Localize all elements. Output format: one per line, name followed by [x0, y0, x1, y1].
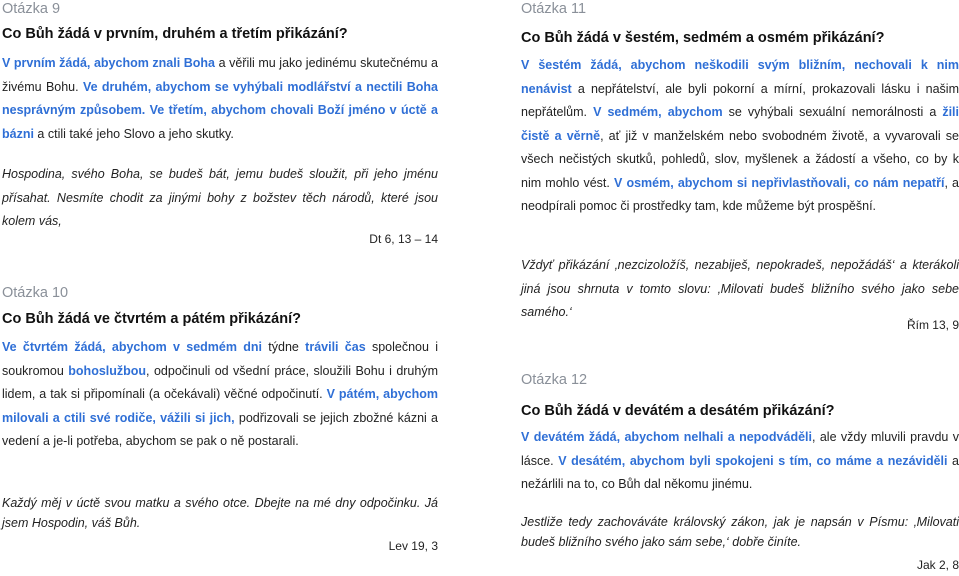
question-9	[2, 0, 438, 146]
answer-text	[521, 426, 959, 497]
answer-highlight: V osmém, abychom si nepřivlastňovali, co nám nepatří	[614, 175, 945, 190]
answer-highlight: žili čistě a věrně	[521, 105, 959, 143]
answer-plain: , ale vždy mluvili pravdu v lásce.	[521, 430, 959, 468]
scripture-quote: Vždyť přikázání ‚nezcizoložíš, nezabiješ, nepokradeš, nepožádáš‘ a kterákoli jiná jsou shrnuta v tomto slovu: ‚Milovati budeš bližního svého jako sebe samého.‘	[521, 258, 959, 319]
question-number: Otázka 12	[521, 372, 588, 388]
question-number: Otázka 10	[2, 285, 69, 301]
answer-highlight: V šestém žádá, abychom neškodili svým bližním, nechovali k nim nenávist	[521, 58, 959, 96]
answer-plain: , a neodpírali pomoc či prostředky tam, kde můžeme být prospěšní.	[521, 175, 959, 213]
question-title: Co Bůh žádá v šestém, sedmém a osmém přikázání?	[521, 30, 885, 46]
answer-text	[2, 336, 438, 454]
question-10	[2, 284, 438, 454]
answer-plain: společnou i soukromou	[2, 340, 439, 378]
scripture-reference: Řím 13, 9	[906, 318, 959, 332]
answer-plain: týdne	[262, 340, 306, 354]
quote-12	[521, 512, 959, 552]
answer-highlight: V devátém žádá, abychom nelhali a nepodváděli	[521, 430, 812, 444]
answer-plain: a nepřátelství, ale byli pokorní a mírní, prokazovali lásku i našim nepřátelům.	[521, 81, 959, 119]
question-title: Co Bůh žádá v prvním, druhém a třetím přikázání?	[2, 26, 348, 42]
answer-plain: a nežárlili na to, co Bůh dal někomu jinému.	[521, 453, 959, 491]
question-title: Co Bůh žádá ve čtvrtém a pátém přikázání?	[2, 311, 301, 327]
question-12	[521, 371, 959, 497]
quote-10	[2, 493, 438, 533]
answer-highlight: V desátém, abychom byli spokojeni s tím, co máme a nezáviděli	[558, 453, 948, 468]
scripture-quote: Hospodina, svého Boha, se budeš bát, jemu budeš sloužit, při jeho jménu přísahat. Nesmíte chodit za jinými bohy z božstev těch národů, které jsou kolem vás,	[2, 167, 438, 228]
ref-11	[521, 318, 959, 332]
answer-highlight: bohoslužbou	[68, 363, 147, 378]
quote-9	[2, 163, 438, 234]
answer-plain: a ctili také jeho Slovo a jeho skutky.	[33, 126, 234, 141]
answer-highlight: V sedmém, abychom	[593, 105, 723, 119]
scripture-reference: Jak 2, 8	[916, 558, 959, 572]
question-title: Co Bůh žádá v devátém a desátém přikázání?	[521, 403, 835, 419]
answer-highlight: Ve třetím, abychom chovali Boží jméno v úctě a bázni	[2, 103, 438, 141]
answer-highlight: V prvním žádá, abychom znali Boha	[2, 56, 216, 70]
ref-12	[521, 558, 959, 572]
scripture-quote: Každý měj v úctě svou matku a svého otce. Dbejte na mé dny odpočinku. Já jsem Hospodin, váš Bůh.	[2, 496, 438, 530]
question-number: Otázka 9	[2, 1, 61, 17]
quote-11	[521, 254, 959, 325]
answer-text	[2, 52, 438, 146]
answer-plain: podřizovali se jejich zbožné kázni a vedení a je-li potřeba, abychom se pak o ně postarali.	[2, 410, 439, 448]
answer-highlight: V pátém, abychom milovali a ctili své rodiče, vážili si jich,	[2, 387, 438, 425]
ref-10	[2, 539, 438, 553]
ref-9	[2, 232, 438, 246]
answer-plain: a věřili mu jako jedinému skutečnému a živému Bohu.	[2, 56, 438, 94]
scripture-reference: Lev 19, 3	[388, 539, 438, 553]
answer-highlight: Ve čtvrtém žádá, abychom v sedmém dni	[2, 340, 263, 354]
answer-plain: , odpočinuli od všední práce, sloužili Bohu i druhým lidem, a tak si připomínali (a očekávali) věčné odpočinutí.	[2, 363, 438, 401]
question-number: Otázka 11	[521, 1, 587, 17]
answer-text	[521, 54, 959, 219]
scripture-quote: Jestliže tedy zachováváte královský zákon, jak je napsán v Písmu: ‚Milovati budeš bližního svého jako sám sebe,‘ dobře činíte.	[521, 515, 959, 549]
answer-plain: , ať již v manželském nebo svobodném životě, a vyvarovali se všech nečistých skutků, pohledů, slov, myšlenek a žádostí a všeho, co by k nim mohlo vést.	[521, 128, 959, 190]
question-11	[521, 0, 959, 219]
answer-highlight: Ve druhém, abychom se vyhýbali modlářství a nectili Boha nesprávným způsobem.	[2, 79, 438, 117]
answer-plain: se vyhýbali sexuální nemorálnosti a	[722, 105, 943, 119]
answer-highlight: trávili čas	[305, 340, 366, 354]
scripture-reference: Dt 6, 13 – 14	[369, 232, 438, 246]
